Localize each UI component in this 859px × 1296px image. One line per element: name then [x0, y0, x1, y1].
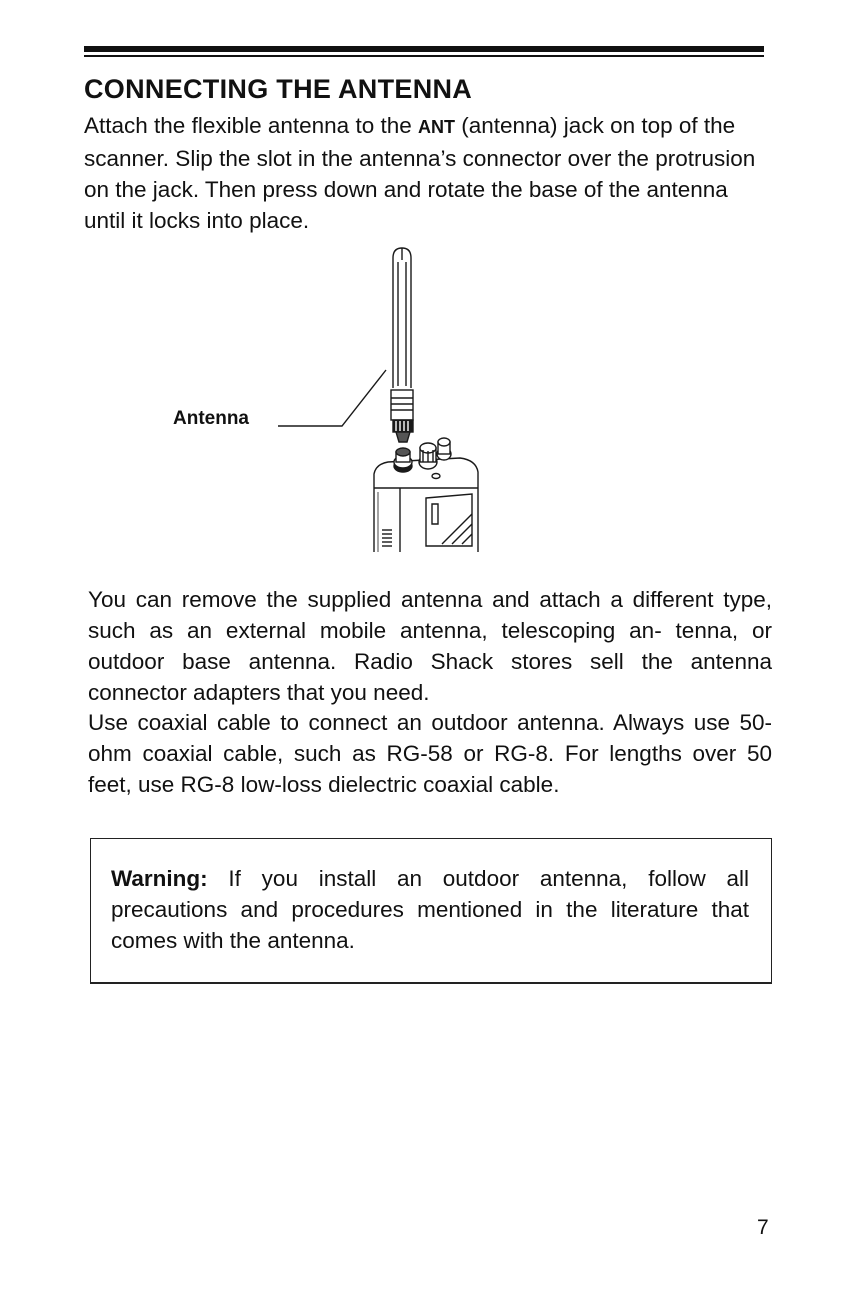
scanner-antenna-illustration: [160, 240, 500, 560]
antenna-figure: [160, 240, 500, 560]
page-number: 7: [757, 1216, 769, 1239]
warning-label: Warning:: [111, 866, 208, 891]
antenna-whip: [393, 248, 411, 388]
alternate-antenna-paragraph: You can remove the supplied antenna and attach a different type, such as an external mobile antenna, telescoping an- tenna, or outdoor base antenna. Radio Shack stores sell the antenna connector adapters that you need.: [88, 587, 772, 705]
header-rule-thick: [84, 46, 764, 52]
warning-box: [90, 838, 772, 984]
coaxial-cable-paragraph: Use coaxial cable to connect an outdoor antenna. Always use 50-ohm coaxial cable, such as RG-58 or RG-8. For lengths over 50 feet, use RG-8 low-loss dielectric coaxial cable.: [88, 710, 772, 797]
warning-body: If you install an outdoor antenna, follow all precautions and procedures mentioned in the literature that comes with the antenna.: [111, 866, 749, 953]
warning-text: [111, 863, 749, 956]
intro-text-start: Attach the flexible antenna to the: [84, 113, 418, 138]
header-rule-thin: [84, 55, 764, 57]
section-title: CONNECTING THE ANTENNA: [84, 74, 473, 104]
antenna-callout-label: Antenna: [173, 408, 249, 429]
intro-text-end: (antenna) jack on top of the scanner. Slip the slot in the antenna’s connector over the protrusion on the jack. Then press down and rotate the base of the antenna until it locks into place.: [84, 113, 756, 233]
ant-jack-term: ANT: [417, 117, 455, 137]
antenna-callout-line: [278, 370, 386, 426]
intro-paragraph: [84, 110, 766, 236]
